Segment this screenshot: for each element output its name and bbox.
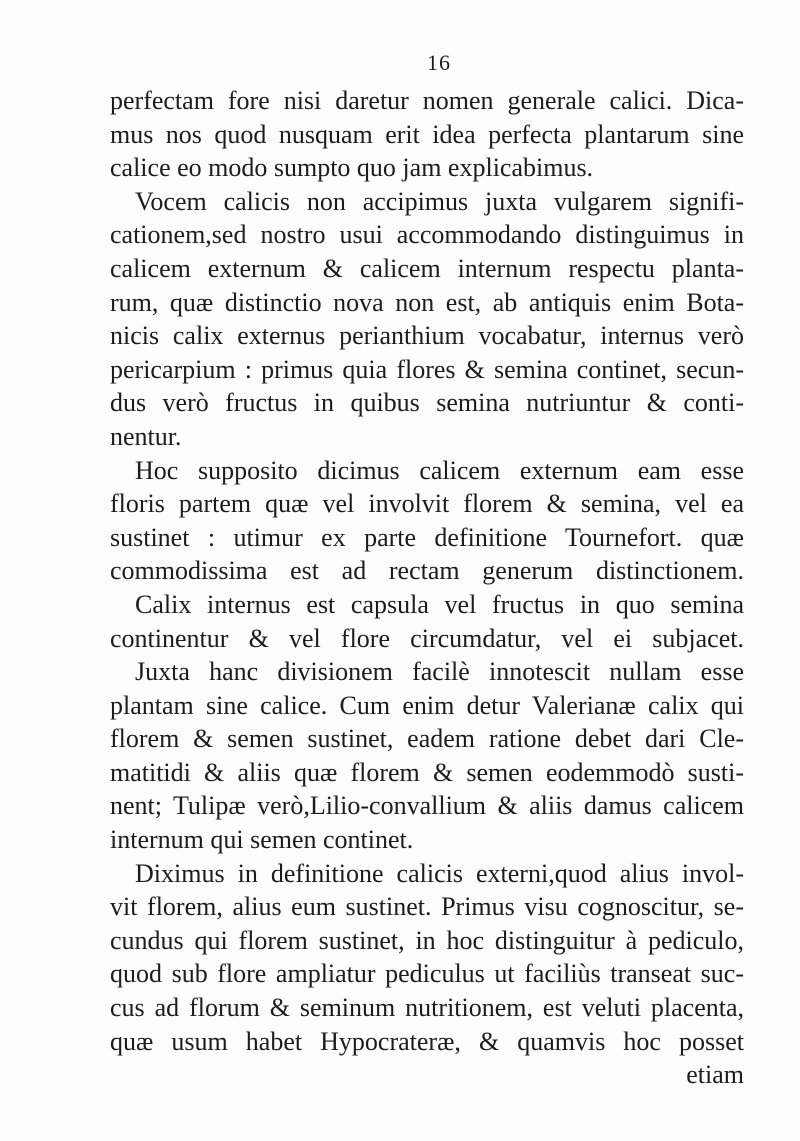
text-line: Hoc supposito dicimus calicem externum eam esse — [135, 455, 744, 485]
text-line: sustinet : utimur ex parte definitione Tournefort. quæ — [110, 522, 744, 552]
text-line: rum, quæ distinctio nova non est, ab antiquis enim Bota- — [110, 287, 744, 317]
text-line: cundus qui florem sustinet, in hoc distinguitur à pediculo, — [110, 925, 744, 955]
page-number: 16 — [427, 50, 451, 75]
text-line: vit florem, alius eum sustinet. Primus visu cognoscitur, se- — [110, 892, 744, 922]
text-line: calice eo modo sumpto quo jam explicabimus. — [110, 153, 594, 183]
body-text — [110, 84, 744, 1092]
text-line: continentur & vel flore circumdatur, vel ei subjacet. — [110, 623, 744, 653]
text-line: Juxta hanc divisionem facilè innotescit nullam esse — [135, 657, 744, 687]
text-line: Diximus in definitione calicis externi,quod alius invol- — [135, 858, 744, 888]
text-line: Calix internus est capsula vel fructus in quo semina — [135, 589, 744, 619]
text-line: cationem,sed nostro usui accommodando distinguimus in — [110, 220, 744, 250]
text-line: plantam sine calice. Cum enim detur Valerianæ calix qui — [110, 690, 744, 720]
catchword: etiam — [686, 1060, 744, 1090]
text-line: mus nos quod nusquam erit idea perfecta plantarum sine — [110, 119, 744, 149]
text-line: florem & semen sustinet, eadem ratione debet dari Cle- — [110, 724, 744, 754]
text-line: Vocem calicis non accipimus juxta vulgarem signifi- — [135, 186, 744, 216]
text-line: perfectam fore nisi daretur nomen generale calici. Dica- — [110, 86, 744, 115]
text-line: cus ad florum & seminum nutritionem, est veluti placenta, — [110, 993, 744, 1023]
text-line: nicis calix externus perianthium vocabatur, internus verò — [110, 321, 744, 351]
text-line: nent; Tulipæ verò,Lilio-convallium & aliis damus calicem — [110, 791, 744, 821]
text-line: nentur. — [110, 421, 182, 451]
text-line: commodissima est ad rectam generum distinctionem. — [110, 556, 744, 586]
text-line: matitidi & aliis quæ florem & semen eodemmodò susti- — [110, 757, 744, 787]
text-line: quod sub flore ampliatur pediculus ut faciliùs transeat suc- — [110, 959, 744, 989]
text-line: quæ usum habet Hypocrateræ, & quamvis hoc posset — [110, 1026, 744, 1056]
text-line: dus verò fructus in quibus semina nutriuntur & conti- — [110, 388, 744, 418]
text-line: floris partem quæ vel involvit florem & semina, vel ea — [110, 489, 744, 519]
text-line: pericarpium : primus quia flores & semina continet, secun- — [110, 354, 744, 384]
text-line: calicem externum & calicem internum respectu planta- — [110, 253, 744, 283]
text-line: internum qui semen continet. — [110, 825, 414, 855]
